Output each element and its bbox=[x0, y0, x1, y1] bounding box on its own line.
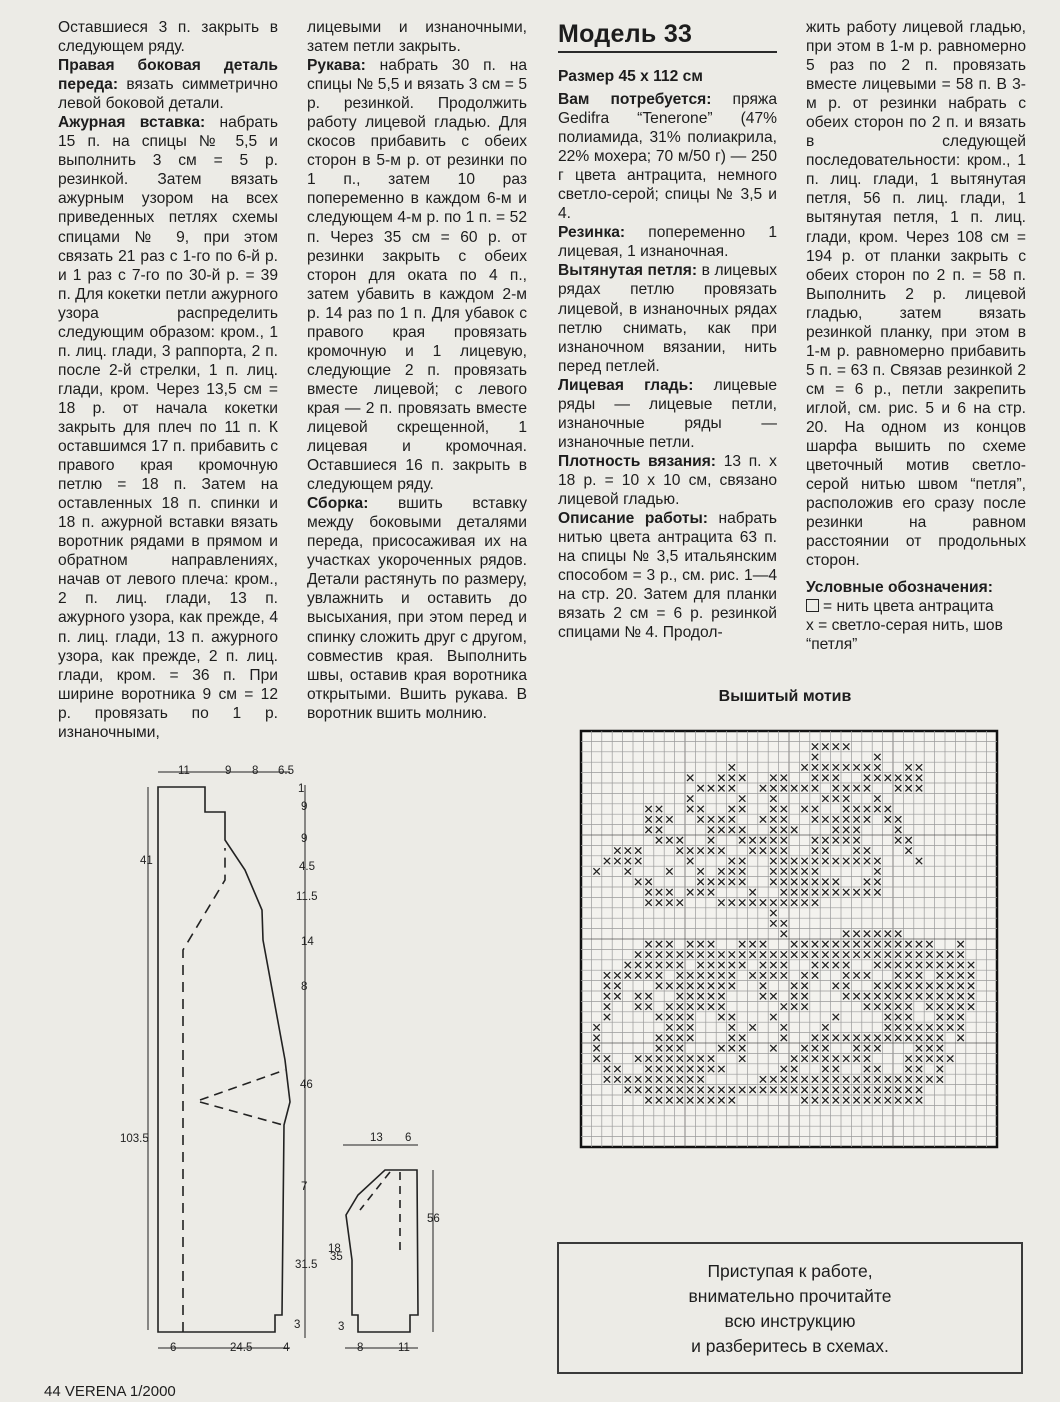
dimension-label: 11 bbox=[178, 765, 190, 777]
text-column-1 bbox=[58, 18, 278, 742]
paragraph-heading: Вытянутая петля: bbox=[558, 262, 698, 280]
dimension-label: 4 bbox=[283, 1342, 290, 1354]
dimension-label: 9 bbox=[301, 801, 308, 813]
paragraph bbox=[58, 56, 278, 113]
paragraph bbox=[58, 18, 278, 56]
text-column-3 bbox=[558, 90, 777, 642]
paragraph-heading: Рукава: bbox=[307, 57, 366, 75]
paragraph bbox=[558, 509, 777, 642]
garment-schematic bbox=[0, 740, 560, 1380]
dimension-label: 3 bbox=[294, 1319, 301, 1331]
paragraph-heading: Плотность вязания: bbox=[558, 452, 716, 470]
body-outline bbox=[158, 787, 290, 1332]
paragraph bbox=[806, 18, 1026, 570]
dimension-label: 18 bbox=[328, 1243, 341, 1255]
body-inner-left bbox=[183, 848, 225, 1332]
paragraph-text: пряжа Gedifra “Tenerone” (47% полиамида, 31% полиакрила, 22% мохера; 70 м/50 г) — 250 г цвета антрацита, немного светло-серой; спицы № 3,5 и 4. bbox=[558, 91, 777, 223]
paragraph-text: набрать 15 п. на спицы № 5,5 и выполнить 3 см = 5 р. резинкой. Затем вязать ажурным узором на всех приведенных петлях схемы спицами № 9, при этом связать 21 раз с 1-го по 6-й р. и 1 раз с 7-го по 30-й р. = 39 п. Для кокетки петли ажурного узора распределить следующим образом: кром., 1 п. лиц. глади, 3 раппорта, 2 п. после 2-й стрелки, 1 п. лиц. глади, кром. Через 13,5 см = 18 р. от начала кокетки закрыть для плеч по 11 п. К оставшимся 17 п. прибавить с правого края кромочную петлю = 18 п. Затем на оставленных 18 п. спинки и 18 п. ажурной вставки вязать воротник рядами в прямом и обратном направлениях, начав от левого плеча: кром., 2 п. лиц. глади, 13 п. ажурного узора, как прежде, 4 п. лиц. глади, 13 п. ажурного узора, как прежде, 2 п. лиц. глади, кром. = 36 п. При ширине воротника 9 см = 12 р. провязать по 1 р. изнаночными, bbox=[58, 114, 278, 741]
text-column-4 bbox=[806, 18, 1026, 570]
dimension-label: 1 bbox=[298, 783, 305, 795]
dimension-label: 56 bbox=[427, 1213, 440, 1225]
dimension-label: 6.5 bbox=[278, 765, 294, 777]
dimension-label: 24.5 bbox=[230, 1342, 253, 1354]
paragraph bbox=[558, 90, 777, 223]
paragraph-text: Оставшиеся 3 п. закрыть в следующем ряду. bbox=[58, 19, 278, 56]
model-size: Размер 45 х 112 см bbox=[558, 68, 703, 85]
paragraph-text: набрать 30 п. на спицы № 5,5 и вязать 3 см = 5 р. резинкой. Продолжить работу лицевой гладью. Для скосов прибавить с обеих сторон в 5-м р. от резинки по 1 п., затем 10 раз попеременно в каждом 6-м и следующем 4-м р. по 1 п. = 52 п. Через 35 см = 60 р. от резинки закрыть с обеих сторон для оката по 4 п., затем убавить в каждом 2-м р. 14 раз по 1 п. Для убавок с правого края провязать кромочную и 1 лицевую, следующие 2 п. провязать вместе лицевой; с левого края — 2 п. провязать вместе лицевой скрещенной, 1 лицевая и кромочная. Оставшиеся 16 п. закрыть в следующем ряду. bbox=[307, 57, 527, 494]
dimension-label: 9 bbox=[225, 765, 232, 777]
paragraph-text: набрать нитью цвета антрацита 63 п. на спицы № 3,5 итальянским способом = 3 р., см. рис. 1—4 на стр. 20. Затем для планки вязать 2 см = 6 р. резинкой спицами № 4. Продол- bbox=[558, 510, 777, 642]
sleeve-dash bbox=[360, 1172, 400, 1250]
paragraph-text: лицевыми и изнаночными, затем петли закрыть. bbox=[307, 19, 527, 56]
paragraph bbox=[307, 56, 527, 494]
paragraph-heading: Правая боковая деталь переда: bbox=[58, 57, 278, 94]
model-title: Модель 33 bbox=[558, 20, 777, 53]
chart-title: Вышитый мотив bbox=[718, 688, 852, 705]
paragraph-text: жить работу лицевой гладью, при этом в 1-м р. равномерно 5 раз по 2 п. провязать вместе лицевыми = 58 п. В 3-м р. от резинки набрать с обеих сторон по 2 п. и вязать в следующей последовательности: кром., 1 п. лиц. глади, 1 вытянутая петля, 56 п. лиц. глади, 1 вытянутая петля, 1 п. лиц. глади, кром. Через 108 см = 194 р. от планки закрыть с обеих сторон по 2 п. = 58 п. Выполнить 2 р. лицевой гладью, затем вязать резинкой планку, при этом в 1-м р. равномерно прибавить 5 п. = 63 п. Связав резинкой 2 см = 6 р., петли закрепить иглой, см. рис. 5 и 6 на стр. 20. На одном из концов шарфа вышить по схеме цветочный мотив светло-серой нитью швом “петля”, расположив его сразу после резинки на равном расстоянии от продольных сторон. bbox=[806, 19, 1026, 570]
dimension-label: 46 bbox=[300, 1079, 313, 1091]
dimension-label: 8 bbox=[357, 1342, 364, 1354]
empty-cell-icon bbox=[806, 599, 819, 612]
paragraph-heading: Сборка: bbox=[307, 495, 369, 513]
dimension-label: 31.5 bbox=[295, 1259, 318, 1271]
dimension-label: 35 bbox=[330, 1251, 343, 1263]
paragraph bbox=[58, 113, 278, 742]
legend-item-lightgray: х = светло-серая нить, шов “петля” bbox=[806, 617, 1003, 653]
paragraph bbox=[558, 261, 777, 375]
paragraph-text: попеременно 1 лицевая, 1 изнаночная. bbox=[558, 224, 777, 261]
dimension-label: 11.5 bbox=[296, 891, 318, 903]
paragraph-heading: Ажурная вставка: bbox=[58, 114, 206, 132]
embroidery-chart bbox=[578, 728, 1001, 1173]
notice-line-4: и разберитесь в схемах. bbox=[691, 1336, 889, 1356]
dimension-label: 3 bbox=[338, 1321, 345, 1333]
notice-line-2: внимательно прочитайте bbox=[688, 1286, 892, 1306]
dimension-label: 6 bbox=[170, 1342, 177, 1354]
dimension-label: 13 bbox=[370, 1132, 383, 1144]
notice-line-1: Приступая к работе, bbox=[707, 1261, 873, 1281]
dimension-label: 4.5 bbox=[299, 861, 315, 873]
dimension-label: 11 bbox=[398, 1342, 410, 1354]
dart-line bbox=[200, 1070, 285, 1125]
legend-item-anthracite bbox=[806, 597, 1028, 616]
paragraph bbox=[307, 494, 527, 723]
paragraph-heading: Описание работы: bbox=[558, 510, 708, 528]
paragraph bbox=[558, 223, 777, 261]
paragraph-text: в лицевых рядах петлю провязать лицевой, в изнаночных рядах петлю снимать, как при изнаночном вязании, нить перед петлей. bbox=[558, 262, 777, 375]
paragraph bbox=[558, 452, 777, 509]
notice-line-3: всю инструкцию bbox=[724, 1311, 856, 1331]
dimension-label: 9 bbox=[301, 833, 308, 845]
dimension-label: 7 bbox=[301, 1181, 308, 1193]
dimension-label: 14 bbox=[301, 936, 314, 948]
dimension-label: 103.5 bbox=[120, 1133, 149, 1145]
paragraph-heading: Лицевая гладь: bbox=[558, 376, 694, 394]
legend-title: Условные обозначения: bbox=[806, 579, 993, 596]
paragraph-heading: Резинка: bbox=[558, 224, 626, 242]
paragraph-text: лицевые ряды — лицевые петли, изнаночные ряды — изнаночные петли. bbox=[558, 376, 777, 451]
dimension-label: 8 bbox=[301, 981, 308, 993]
paragraph-text: вязать симметрично левой боковой детали. bbox=[58, 76, 278, 113]
legend bbox=[806, 578, 1028, 654]
dimension-label: 6 bbox=[405, 1132, 412, 1144]
dimension-label: 8 bbox=[252, 765, 259, 777]
notice-box bbox=[557, 1242, 1023, 1374]
paragraph-text: 13 п. х 18 р. = 10 х 10 см, связано лицевой гладью. bbox=[558, 452, 777, 508]
text-column-2 bbox=[307, 18, 527, 723]
legend-item-anthracite-label: = нить цвета антрацита bbox=[823, 598, 994, 615]
page-footer: 44 VERENA 1/2000 bbox=[44, 1383, 176, 1400]
paragraph-text: вшить вставку между боковыми деталями переда, присосаживая их на участках укороченных рядов. Детали растянуть по размеру, увлажнить и оставить до высыхания, при этом перед и спинку сложить друг с другом, совместив края. Выполнить швы, оставив края воротника открытыми. Вшить рукава. В воротник вшить молнию. bbox=[307, 495, 527, 722]
paragraph-heading: Вам потребуется: bbox=[558, 91, 712, 108]
dimension-label: 41 bbox=[140, 855, 153, 867]
paragraph bbox=[307, 18, 527, 56]
paragraph bbox=[558, 376, 777, 452]
sleeve-outline bbox=[346, 1170, 418, 1332]
